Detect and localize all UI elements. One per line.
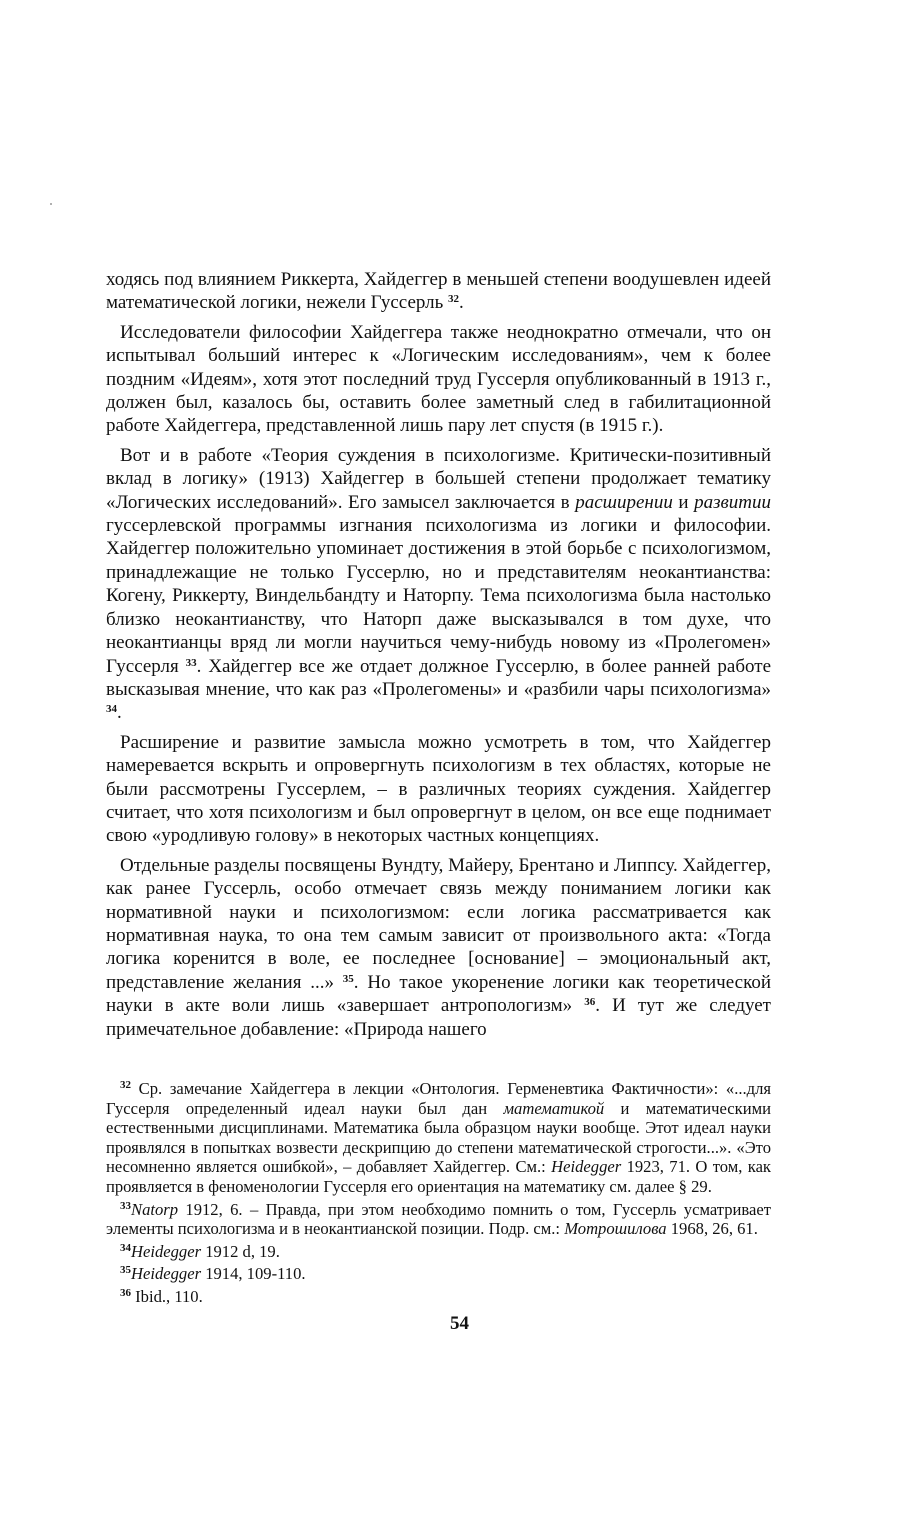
italic-text: Heidegger [551,1157,622,1177]
text-run: 1968, 26, 61. [666,1219,758,1239]
text-run: 1923, 71. О том, как проявляется в феноменологии Гуссерля его ориентация на математику см. далее § 29. [106,1157,771,1196]
footnote-ref: 33 [185,656,197,669]
footnote-ref: 32 [120,1079,131,1091]
text-run: ходясь под влиянием Риккерта, Хайдеггер в меньшей степени воодушевлен идеей математической логики, нежели Гуссерль [106,269,771,314]
text-run: гуссерлевской программы изгнания психологизма из логики и философии. Хайдеггер положительно упоминает достижения в этой борьбе с психологизмом, принадлежащие не только Гуссерлю, но и представителям неокантианства: Когену, Риккерту, Виндельбандту и Наторпу. Тема психологизма была настолько близко неокантианству, что Наторп даже высказывался в том духе, что неокантианцы вряд ли могли научиться чему-нибудь новому из «Пролегомен» Гуссерля [106,515,771,677]
footnote-34 [106,1242,771,1262]
italic-text: Heidegger [131,1241,202,1261]
footnote-ref: 35 [120,1264,131,1277]
text-run: . И тут же следует примечательное добавление: «Природа нашего [106,995,771,1040]
italic-text: математикой [503,1098,605,1118]
italic-text: развитии [694,491,771,513]
italic-text: Мотрошилова [564,1219,667,1239]
paragraph-4 [106,731,771,848]
text-run: . Хайдеггер все же отдает должное Гуссерлю, в более ранней работе высказывая мнение, что как раз «Пролегомены» и «разбили чары психологизма» [106,655,771,700]
book-page [106,268,771,1310]
footnotes [106,1079,771,1307]
footnote-ref: 36 [584,996,596,1009]
text-run: Исследователи философии Хайдеггера также неоднократно отмечали, что он испытывал больший интерес к «Логическим исследованиям», чем к более поздним «Идеям», хотя этот последний труд Гуссерля опубликованный в 1913 г., должен был, казалось бы, оставить более заметный след в габилитационной работе Хайдеггера, представленной лишь пару лет спустя (в 1915 г.). [106,321,771,437]
footnote-35 [106,1264,771,1284]
text-run: Расширение и развитие замысла можно усмотреть в том, что Хайдеггер намеревается вскрыть и опровергнуть психологизм в тех областях, которые не были рассмотрены Гуссерлем, – в различных теориях суждения. Хайдеггер считает, что хотя психологизм и был опровергнут в целом, он все еще поднимает свою «уродливую голову» в некоторых частных концепциях. [106,731,771,847]
text-run: . [459,292,464,314]
footnote-ref: 33 [120,1199,131,1212]
footnote-ref: 36 [120,1286,131,1299]
footnote-33 [106,1200,771,1239]
footnote-ref: 32 [448,293,460,306]
italic-text: Natorp [131,1199,179,1219]
text-run: и математическими естественными дисциплинами. Математика была образцом науки вообще. Этот идеал науки проявлялся в попытках возвести дескрипцию до степени математической строгости...». «Это несомненно является ошибкой», – добавляет Хайдеггер. См.: [106,1098,771,1177]
page-number: 54 [450,1313,469,1334]
footnote-36 [106,1287,771,1307]
text-run: и [672,491,695,513]
paragraph-5 [106,854,771,1041]
text-run: Ср. замечание Хайдеггера в лекции «Онтология. Герменевтика Фактичности»: «...для Гуссерля определенный идеал науки был дан [106,1079,771,1118]
text-run: Ibid., 110. [131,1286,203,1306]
text-run: 1914, 109-110. [201,1264,306,1284]
main-text [106,268,771,1041]
footnote-ref: 34 [120,1241,131,1254]
italic-text: расширении [575,491,673,513]
footnote-ref: 35 [342,972,354,985]
text-run: . Но такое укоренение логики как теоретической науки в акте воли лишь «завершает антропологизм» [106,971,771,1017]
footnote-ref: 34 [106,703,117,716]
paragraph-3 [106,444,771,725]
footnote-32 [106,1079,771,1197]
italic-text: Heidegger [131,1264,202,1284]
text-run: . [117,702,122,724]
paragraph-1 [106,268,771,315]
text-run: Отдельные разделы посвящены Вундту, Майеру, Брентано и Липпсу. Хайдеггер, как ранее Гуссерль, особо отмечает связь между пониманием логики как нормативной науки и психологизмом: если логика рассматривается как нормативная наука, то она тем самым зависит от произвольного акта: «Тогда логика коренится в воле, ее последнее [основание] – эмоциональный акт, представление желания ...» [106,854,771,993]
text-run: 1912 d, 19. [201,1241,280,1261]
text-run: Вот и в работе «Теория суждения в психологизме. Критически-позитивный вклад в логику» (1913) Хайдеггер в большей степени продолжает тематику «Логических исследований». Его замысел заключается в [106,444,771,513]
text-run: 1912, 6. – Правда, при этом необходимо помнить о том, Гуссерль усматривает элементы психологизма и в неокантианской позиции. Подр. см.: [106,1199,771,1239]
paragraph-2 [106,321,771,438]
scan-speck [50,203,52,205]
